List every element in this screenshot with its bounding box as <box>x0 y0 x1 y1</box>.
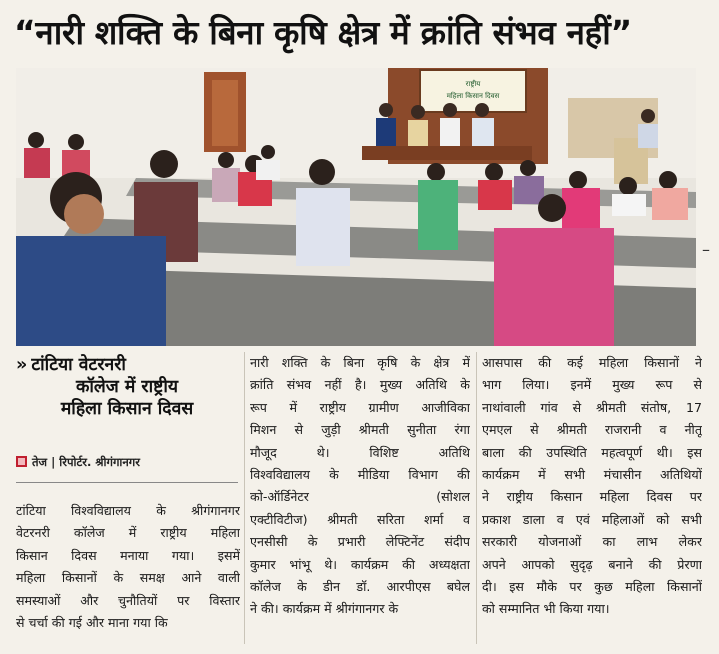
body-text-line: विश्वविद्यालय के मीडिया विभाग की <box>250 467 470 483</box>
news-photo <box>16 68 696 346</box>
body-text-line: कुमार भांभू थे। कार्यक्रम की अध्यक्षता <box>250 556 470 572</box>
banner-line2: महिला किसान दिवस <box>446 92 500 100</box>
body-text-line: आसपास की कई महिला किसानों ने <box>482 355 702 370</box>
body-text-line: किसान दिवस मनाया गया। इसमें <box>16 547 240 563</box>
body-text-line: वेटरनरी कॉलेज में राष्ट्रीय महिला <box>16 525 240 541</box>
column-divider <box>476 352 477 644</box>
body-text-line: एमएल से श्रीमती राजरानी व नीतू <box>482 422 702 438</box>
body-text-line: एनसीसी के प्रभारी लेफ्टिनेंट संदीप <box>250 534 470 550</box>
body-text-line: रूप में राष्ट्रीय ग्रामीण आजीविका <box>250 399 470 415</box>
body-text-line: महिला किसानों के समक्ष आने वाली <box>16 570 240 586</box>
body-text-line: सरकारी योजनाओं का लाभ लेकर <box>482 534 702 550</box>
body-text-line: नाथांवाली गांव से श्रीमती संतोष, 17 <box>482 399 702 415</box>
body-text-line: ने राष्ट्रीय किसान महिला दिवस पर <box>482 489 702 505</box>
body-text-line: मौजूद थे। विशिष्ट अतिथि <box>250 444 470 460</box>
subhead-line-2: कॉलेज में राष्ट्रीय <box>75 377 179 397</box>
story-subhead <box>16 354 238 420</box>
page-edge-mark: – <box>702 240 710 259</box>
body-text-line: प्रकाश डाला व एवं महिलाओं को सभी <box>482 511 702 527</box>
body-text-line: कॉलेज के डीन डॉ. आरपीएस बघेल <box>250 579 470 595</box>
body-text-line: ने की। कार्यक्रम में श्रीगंगानगर के <box>250 601 399 617</box>
banner-line1: राष्ट्रीय <box>465 80 481 88</box>
body-text-line: दी। इस मौके पर कुछ महिला किसानों <box>482 579 702 595</box>
body-column-2 <box>250 352 470 621</box>
body-text-line: मिशन से जुड़ी श्रीमती सुनीता रंगा <box>250 422 470 438</box>
subhead-arrows: » <box>16 355 28 375</box>
body-column-3 <box>482 352 702 621</box>
subhead-line-3: महिला किसान दिवस <box>60 399 194 419</box>
byline: तेज | रिपोर्टर. श्रीगंगानगर <box>16 452 238 472</box>
body-text-line: क्रांति संभव नहीं है। मुख्य अतिथि के <box>250 377 470 393</box>
body-text-line: भाग लिया। इनमें मुख्य रूप से <box>482 377 702 393</box>
body-text-line: से चर्चा की गई और माना गया कि <box>16 615 168 631</box>
body-text-line: को सम्मानित भी किया गया। <box>482 601 610 617</box>
page-headline: “नारी शक्ति के बिना कृषि क्षेत्र में क्रांति संभव नहीं” <box>14 13 632 52</box>
body-text-line: नारी शक्ति के बिना कृषि के क्षेत्र में <box>250 355 470 370</box>
subhead-line-1: » टांटिया वेटरनरी <box>16 355 126 375</box>
body-text-line: बाला की उपस्थिति महत्वपूर्ण थी। इस <box>482 444 702 460</box>
body-text-line: एक्टीविटीज) श्रीमती सरिता शर्मा व <box>250 511 470 527</box>
body-text-line: समस्याओं और चुनौतियों पर विस्तार <box>16 592 240 608</box>
body-column-1 <box>16 500 240 634</box>
body-text-line: को-ऑर्डिनेटर (सोशल <box>250 489 470 505</box>
body-text-line: अपने आपको सुदृढ़ बनाने की प्रेरणा <box>482 556 702 572</box>
body-text-line: कार्यक्रम में सभी मंचासीन अतिथियों <box>482 467 702 483</box>
column-divider <box>244 352 245 644</box>
body-text-line: टांटिया विश्वविद्यालय के श्रीगंगानगर <box>16 503 240 518</box>
byline-box-icon <box>16 456 27 467</box>
stage-banner <box>420 70 526 112</box>
byline-rule <box>16 482 238 483</box>
